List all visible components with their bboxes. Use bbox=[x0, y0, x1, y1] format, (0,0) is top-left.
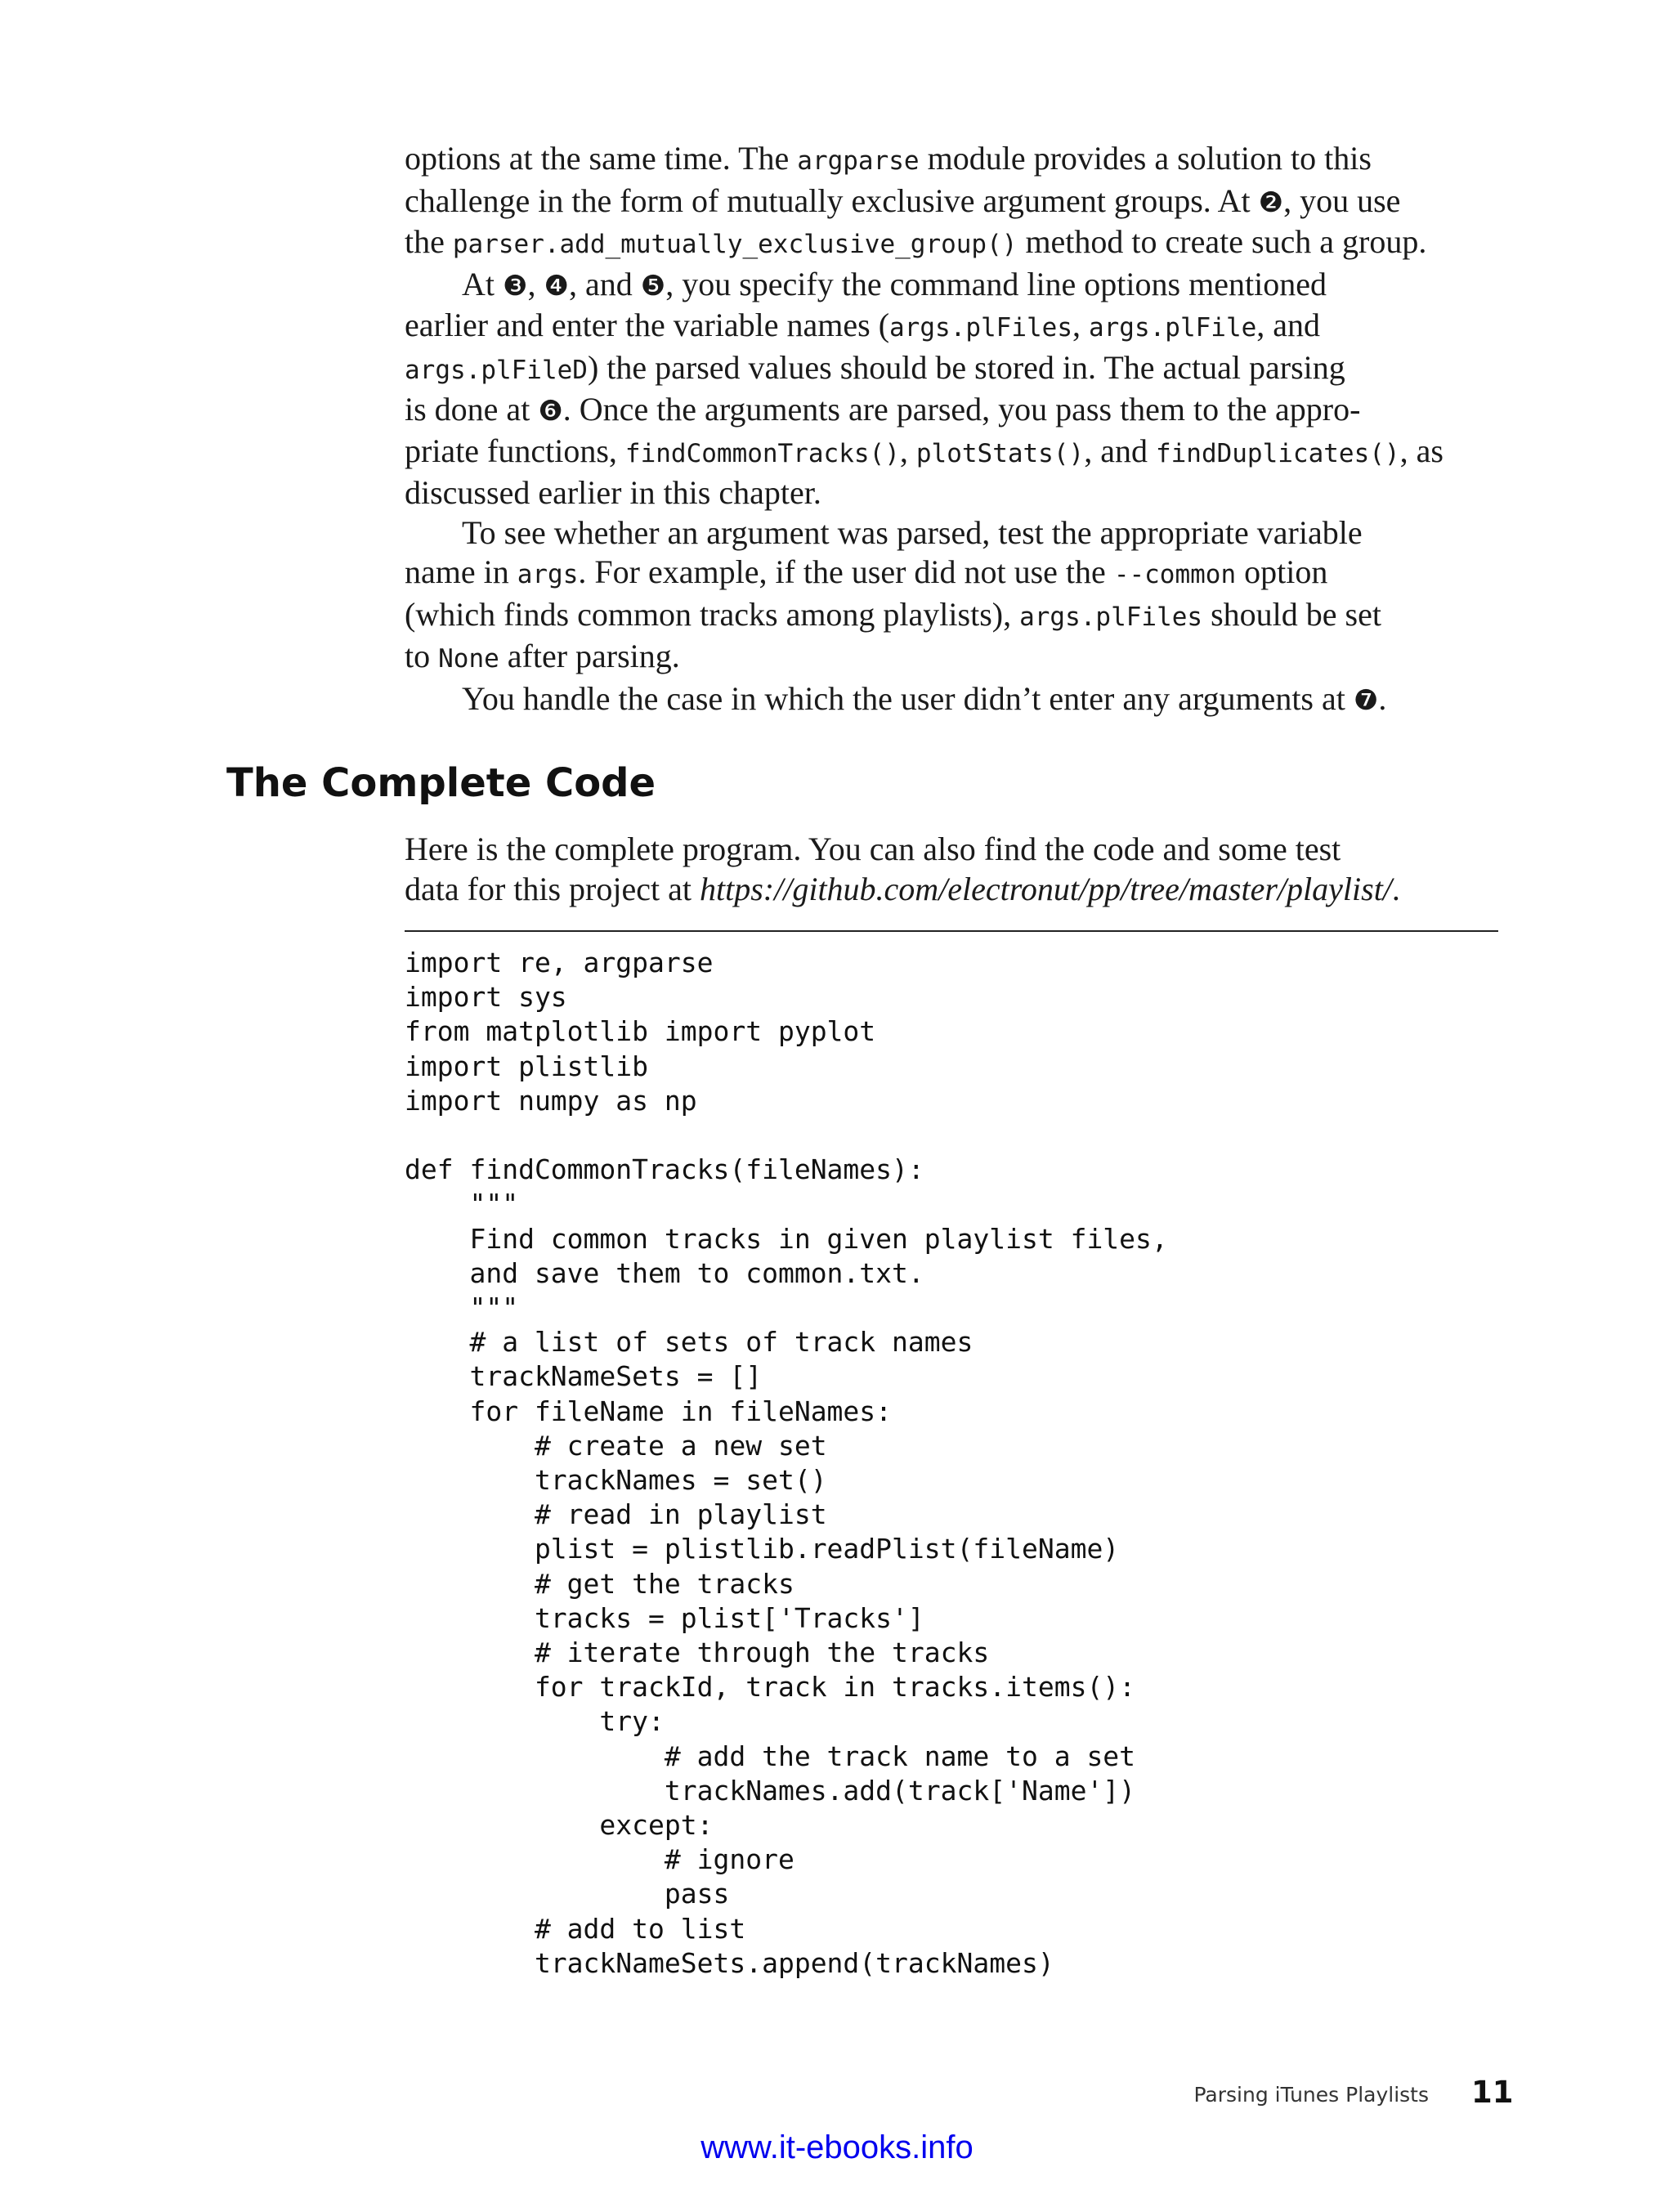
code-line: """ bbox=[405, 1188, 519, 1220]
code-line: import sys bbox=[405, 981, 567, 1014]
text-line: discussed earlier in this chapter. bbox=[405, 474, 821, 511]
inline-code: parser.add_mutually_exclusive_group() bbox=[452, 230, 1018, 259]
callout-marker: ❷ bbox=[1258, 186, 1284, 219]
text-line: args.plFileD) the parsed values should be stored in. The actual parsing bbox=[405, 348, 1345, 386]
code-line: pass bbox=[405, 1878, 730, 1910]
code-listing bbox=[405, 946, 1168, 1981]
section-heading: The Complete Code bbox=[226, 760, 656, 806]
callout-marker: ❺ bbox=[640, 269, 666, 302]
text-line: priate functions, findCommonTracks(), plotStats(), and findDuplicates(), as bbox=[405, 432, 1443, 469]
code-line: import numpy as np bbox=[405, 1084, 697, 1117]
code-line: for trackId, track in tracks.items(): bbox=[405, 1671, 1136, 1704]
code-line: Find common tracks in given playlist files, bbox=[405, 1222, 1168, 1255]
code-line: # add the track name to a set bbox=[405, 1740, 1136, 1772]
project-url-link[interactable]: https://github.com/electronut/pp/tree/master/playlist/ bbox=[699, 870, 1392, 907]
text-line: data for this project at https://github.com/electronut/pp/tree/master/playlist/. bbox=[405, 870, 1400, 907]
text-line: is done at ❻. Once the arguments are parsed, you pass them to the appro- bbox=[405, 391, 1361, 428]
code-line: import re, argparse bbox=[405, 947, 714, 978]
code-line: # create a new set bbox=[405, 1429, 827, 1462]
intro-text bbox=[405, 830, 1500, 909]
text-line: You handle the case in which the user didn’t enter any arguments at ❼. bbox=[462, 679, 1387, 717]
code-line: from matplotlib import pyplot bbox=[405, 1015, 876, 1048]
inline-code: args.plFileD bbox=[405, 355, 588, 385]
code-line: plist = plistlib.readPlist(fileName) bbox=[405, 1533, 1120, 1565]
inline-code: args bbox=[517, 560, 579, 589]
text-line: To see whether an argument was parsed, test the appropriate variable bbox=[462, 513, 1363, 551]
text-line: options at the same time. The argparse module provides a solution to this bbox=[405, 140, 1372, 177]
code-line: and save them to common.txt. bbox=[405, 1256, 924, 1289]
code-line: trackNameSets = [] bbox=[405, 1360, 763, 1393]
callout-marker: ❸ bbox=[503, 269, 528, 302]
inline-code: findCommonTracks() bbox=[624, 438, 900, 468]
code-line: try: bbox=[405, 1705, 665, 1738]
page-number: 11 bbox=[1471, 2075, 1514, 2110]
code-line: # iterate through the tracks bbox=[405, 1637, 990, 1669]
body-text bbox=[405, 139, 1500, 720]
code-line: def findCommonTracks(fileNames): bbox=[405, 1153, 924, 1186]
text-line: challenge in the form of mutually exclusive argument groups. At ❷, you use bbox=[405, 181, 1401, 219]
code-line: for fileName in fileNames: bbox=[405, 1395, 893, 1427]
running-title: Parsing iTunes Playlists bbox=[1193, 2083, 1429, 2107]
inline-code: args.plFiles bbox=[1019, 602, 1203, 632]
callout-marker: ❻ bbox=[538, 395, 563, 428]
inline-code: argparse bbox=[797, 146, 920, 176]
code-line: # read in playlist bbox=[405, 1498, 827, 1531]
callout-marker: ❹ bbox=[544, 269, 569, 302]
code-line: trackNames.add(track['Name']) bbox=[405, 1774, 1136, 1807]
code-divider bbox=[405, 930, 1498, 932]
text-line: to None after parsing. bbox=[405, 638, 680, 674]
code-line: # add to list bbox=[405, 1912, 746, 1945]
inline-code: --common bbox=[1113, 560, 1237, 589]
code-line: """ bbox=[405, 1292, 519, 1324]
text-line: At ❸, ❹, and ❺, you specify the command line options mentioned bbox=[462, 265, 1327, 302]
inline-code: args.plFile bbox=[1088, 313, 1257, 343]
code-line: trackNameSets.append(trackNames) bbox=[405, 1946, 1054, 1979]
text-line: Here is the complete program. You can also find the code and some test bbox=[405, 831, 1341, 867]
code-line: except: bbox=[405, 1809, 714, 1842]
text-line: the parser.add_mutually_exclusive_group() method to create such a group. bbox=[405, 223, 1427, 260]
code-line: # get the tracks bbox=[405, 1567, 794, 1600]
inline-code: None bbox=[438, 644, 499, 674]
inline-code: findDuplicates() bbox=[1155, 438, 1400, 468]
callout-marker: ❼ bbox=[1353, 683, 1379, 717]
code-line: # ignore bbox=[405, 1843, 794, 1876]
code-line: import plistlib bbox=[405, 1050, 649, 1082]
text-line: earlier and enter the variable names (args.plFiles, args.plFile, and bbox=[405, 307, 1321, 343]
text-line: name in args. For example, if the user did not use the --common option bbox=[405, 553, 1328, 590]
inline-code: args.plFiles bbox=[889, 313, 1072, 343]
code-line: trackNames = set() bbox=[405, 1464, 827, 1497]
watermark-link[interactable]: www.it-ebooks.info bbox=[700, 2129, 974, 2165]
text-line: (which finds common tracks among playlists), args.plFiles should be set bbox=[405, 595, 1381, 633]
code-line: tracks = plist['Tracks'] bbox=[405, 1601, 924, 1634]
inline-code: plotStats() bbox=[915, 438, 1085, 468]
code-line: # a list of sets of track names bbox=[405, 1326, 974, 1359]
